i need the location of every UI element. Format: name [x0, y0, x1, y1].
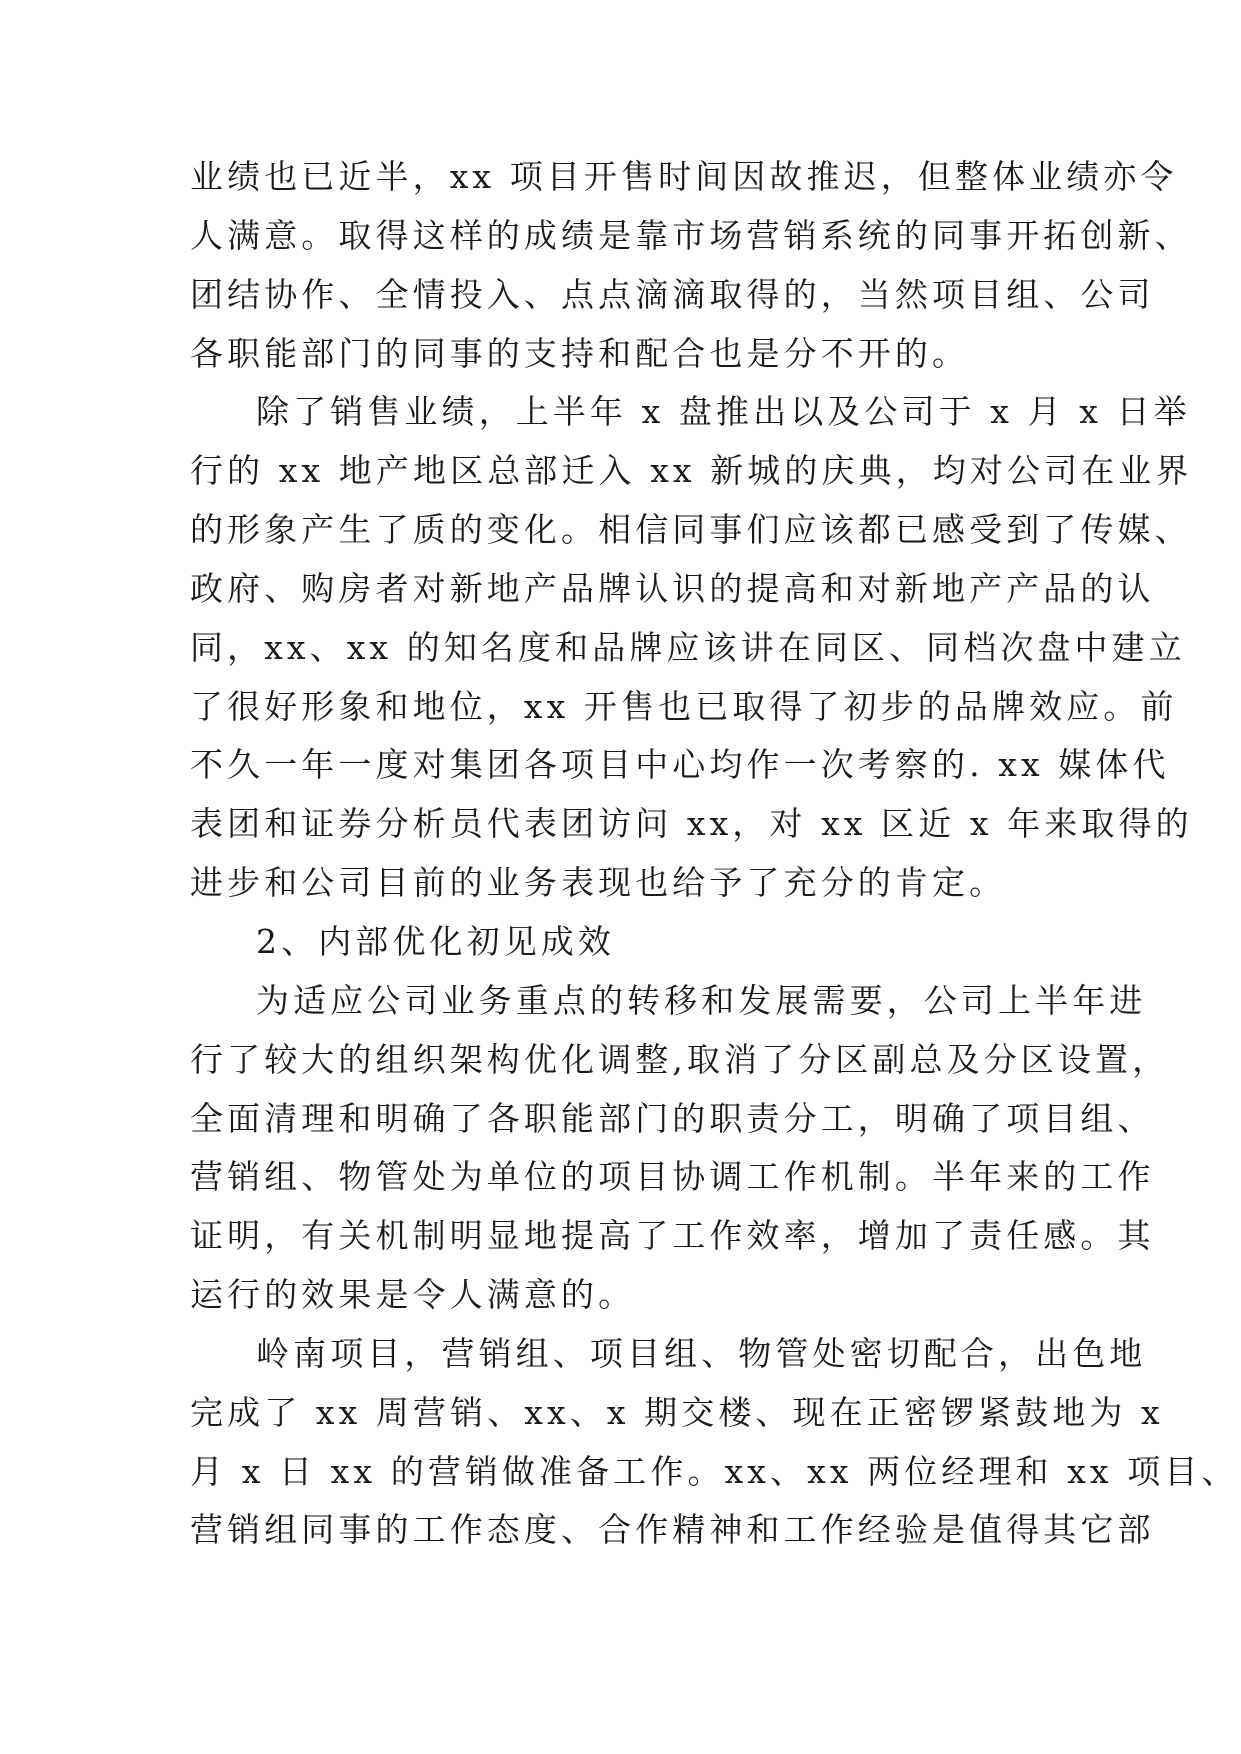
text-line: 团结协作、全情投入、点点滴滴取得的，当然项目组、公司 [190, 274, 1155, 314]
section-heading: 2、内部优化初见成效 [256, 921, 615, 961]
text-line: 证明，有关机制明显地提高了工作效率，增加了责任感。其 [190, 1216, 1155, 1256]
text-line: 的形象产生了质的变化。相信同事们应该都已感受到了传媒、 [190, 510, 1192, 550]
text-line: 月 x 日 xx 的营销做准备工作。xx、xx 两位经理和 xx 项目、 [190, 1451, 1239, 1491]
document-body [190, 148, 1239, 1560]
text-line: 完成了 xx 周营销、xx、x 期交楼、现在正密锣紧鼓地为 x [190, 1392, 1164, 1432]
text-line: 进步和公司目前的业务表现也给予了充分的肯定。 [190, 863, 1007, 903]
text-line: 除了销售业绩，上半年 x 盘推出以及公司于 x 月 x 日举 [256, 392, 1191, 432]
text-line: 业绩也已近半，xx 项目开售时间因故推迟，但整体业绩亦令 [190, 157, 1178, 196]
text-line: 同，xx、xx 的知名度和品牌应该讲在同区、同档次盘中建立 [190, 627, 1186, 667]
text-line: 了很好形象和地位，xx 开售也已取得了初步的品牌效应。前 [190, 686, 1178, 726]
text-line: 人满意。取得这样的成绩是靠市场营销系统的同事开拓创新、 [190, 215, 1192, 255]
text-line: 岭南项目，营销组、项目组、物管处密切配合，出色地 [256, 1333, 1147, 1373]
text-line: 全面清理和明确了各职能部门的职责分工，明确了项目组、 [190, 1098, 1155, 1138]
text-line: 行了较大的组织架构优化调整,取消了分区副总及分区设置， [190, 1039, 1170, 1079]
text-line: 为适应公司业务重点的转移和发展需要，公司上半年进 [256, 980, 1147, 1020]
text-line: 营销组、物管处为单位的项目协调工作机制。半年来的工作 [190, 1157, 1155, 1197]
text-line: 表团和证券分析员代表团访问 xx，对 xx 区近 x 年来取得的 [190, 804, 1193, 844]
text-line: 运行的效果是令人满意的。 [190, 1275, 636, 1315]
text-line: 营销组同事的工作态度、合作精神和工作经验是值得其它部 [190, 1510, 1155, 1550]
text-line: 不久一年一度对集团各项目中心均作一次考察的. xx 媒体代 [190, 745, 1170, 785]
text-line: 政府、购房者对新地产品牌认识的提高和对新地产产品的认 [190, 568, 1155, 608]
text-line: 各职能部门的同事的支持和配合也是分不开的。 [190, 333, 970, 373]
text-line: 行的 xx 地产地区总部迁入 xx 新城的庆典，均对公司在业界 [190, 451, 1193, 491]
